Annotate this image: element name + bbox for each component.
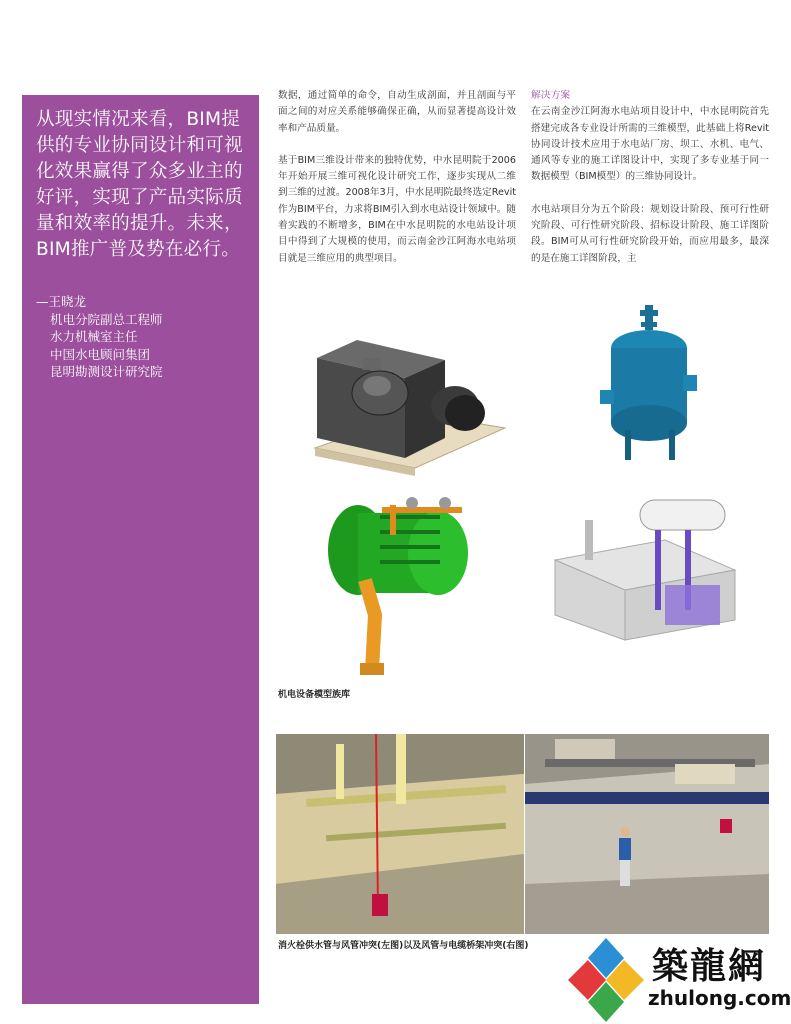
motor-model-image — [320, 495, 480, 680]
clash-right-image — [525, 734, 769, 934]
author-name: —王晓龙 — [36, 294, 87, 309]
paragraph: 水电站项目分为五个阶段：规划设计阶段、预可行性研究阶段、可行性研究阶段、招标设计阶段、施工详图阶段。BIM可从可行性研究阶段开始，而应用最多，最深的是在施工详图阶段，主 — [531, 203, 769, 264]
paragraph: 数据，通过简单的命令，自动生成剖面，并且剖面与平面之间的对应关系能够确保正确，从而显著提高设计效率和产品质量。 — [278, 90, 516, 134]
logo-text-english: zhulong.com — [648, 986, 791, 1010]
text-column-left — [278, 88, 516, 283]
author-title-2: 水力机械室主任 — [50, 329, 138, 344]
author-title-3: 中国水电顾问集团 — [50, 346, 151, 362]
author-title-4: 昆明勘测设计研究院 — [50, 364, 163, 379]
figure-caption: 消火栓供水管与风管冲突(左图)以及风管与电缆桥架冲突(右图) — [278, 941, 529, 951]
quote-attribution — [36, 293, 245, 381]
section-heading: 解决方案 — [531, 90, 571, 101]
figure-caption: 机电设备模型族库 — [278, 690, 351, 700]
pump-model-image — [305, 318, 515, 478]
vessel-model-image — [595, 300, 705, 470]
transformer-model-image — [545, 490, 745, 650]
logo-text-chinese: 築龍網 — [652, 945, 767, 987]
pull-quote: 从现实情况来看，BIM提供的专业协同设计和可视化效果赢得了众多业主的好评，实现了产品实际质量和效率的提升。未来，BIM推广普及势在必行。 — [36, 109, 243, 260]
sidebar-quote-panel — [22, 95, 259, 1004]
paragraph: 在云南金沙江阿海水电站项目设计中，中水昆明院首先搭建完成各专业设计所需的三维模型，此基础上将Revit协同设计技术应用于水电站厂房、坝工、水机、电气、通风等专业的施工详图设计中，实现了多专业基于同一数据模型（BIM模型）的三维协同设计。 — [531, 106, 769, 183]
author-title-1: 机电分院副总工程师 — [50, 311, 163, 327]
zhulong-logo-icon — [562, 936, 650, 1024]
paragraph: 基于BIM三维设计带来的独特优势，中水昆明院于2006年开始开展三维可视化设计研究工作，逐步实现从二维到三维的过渡。2008年3月，中水昆明院最终选定Revit作为BIM平台，力求将BIM引入到水电站设计领域中。随着实践的不断增多，BIM在中水昆明院的水电站设计项目中得到了大规模的使用，而云南金沙江阿海水电站项目就是三维应用的典型项目。 — [278, 154, 516, 264]
zhulong-logo — [562, 936, 791, 1024]
clash-left-image — [276, 734, 524, 934]
text-column-right — [531, 88, 769, 283]
